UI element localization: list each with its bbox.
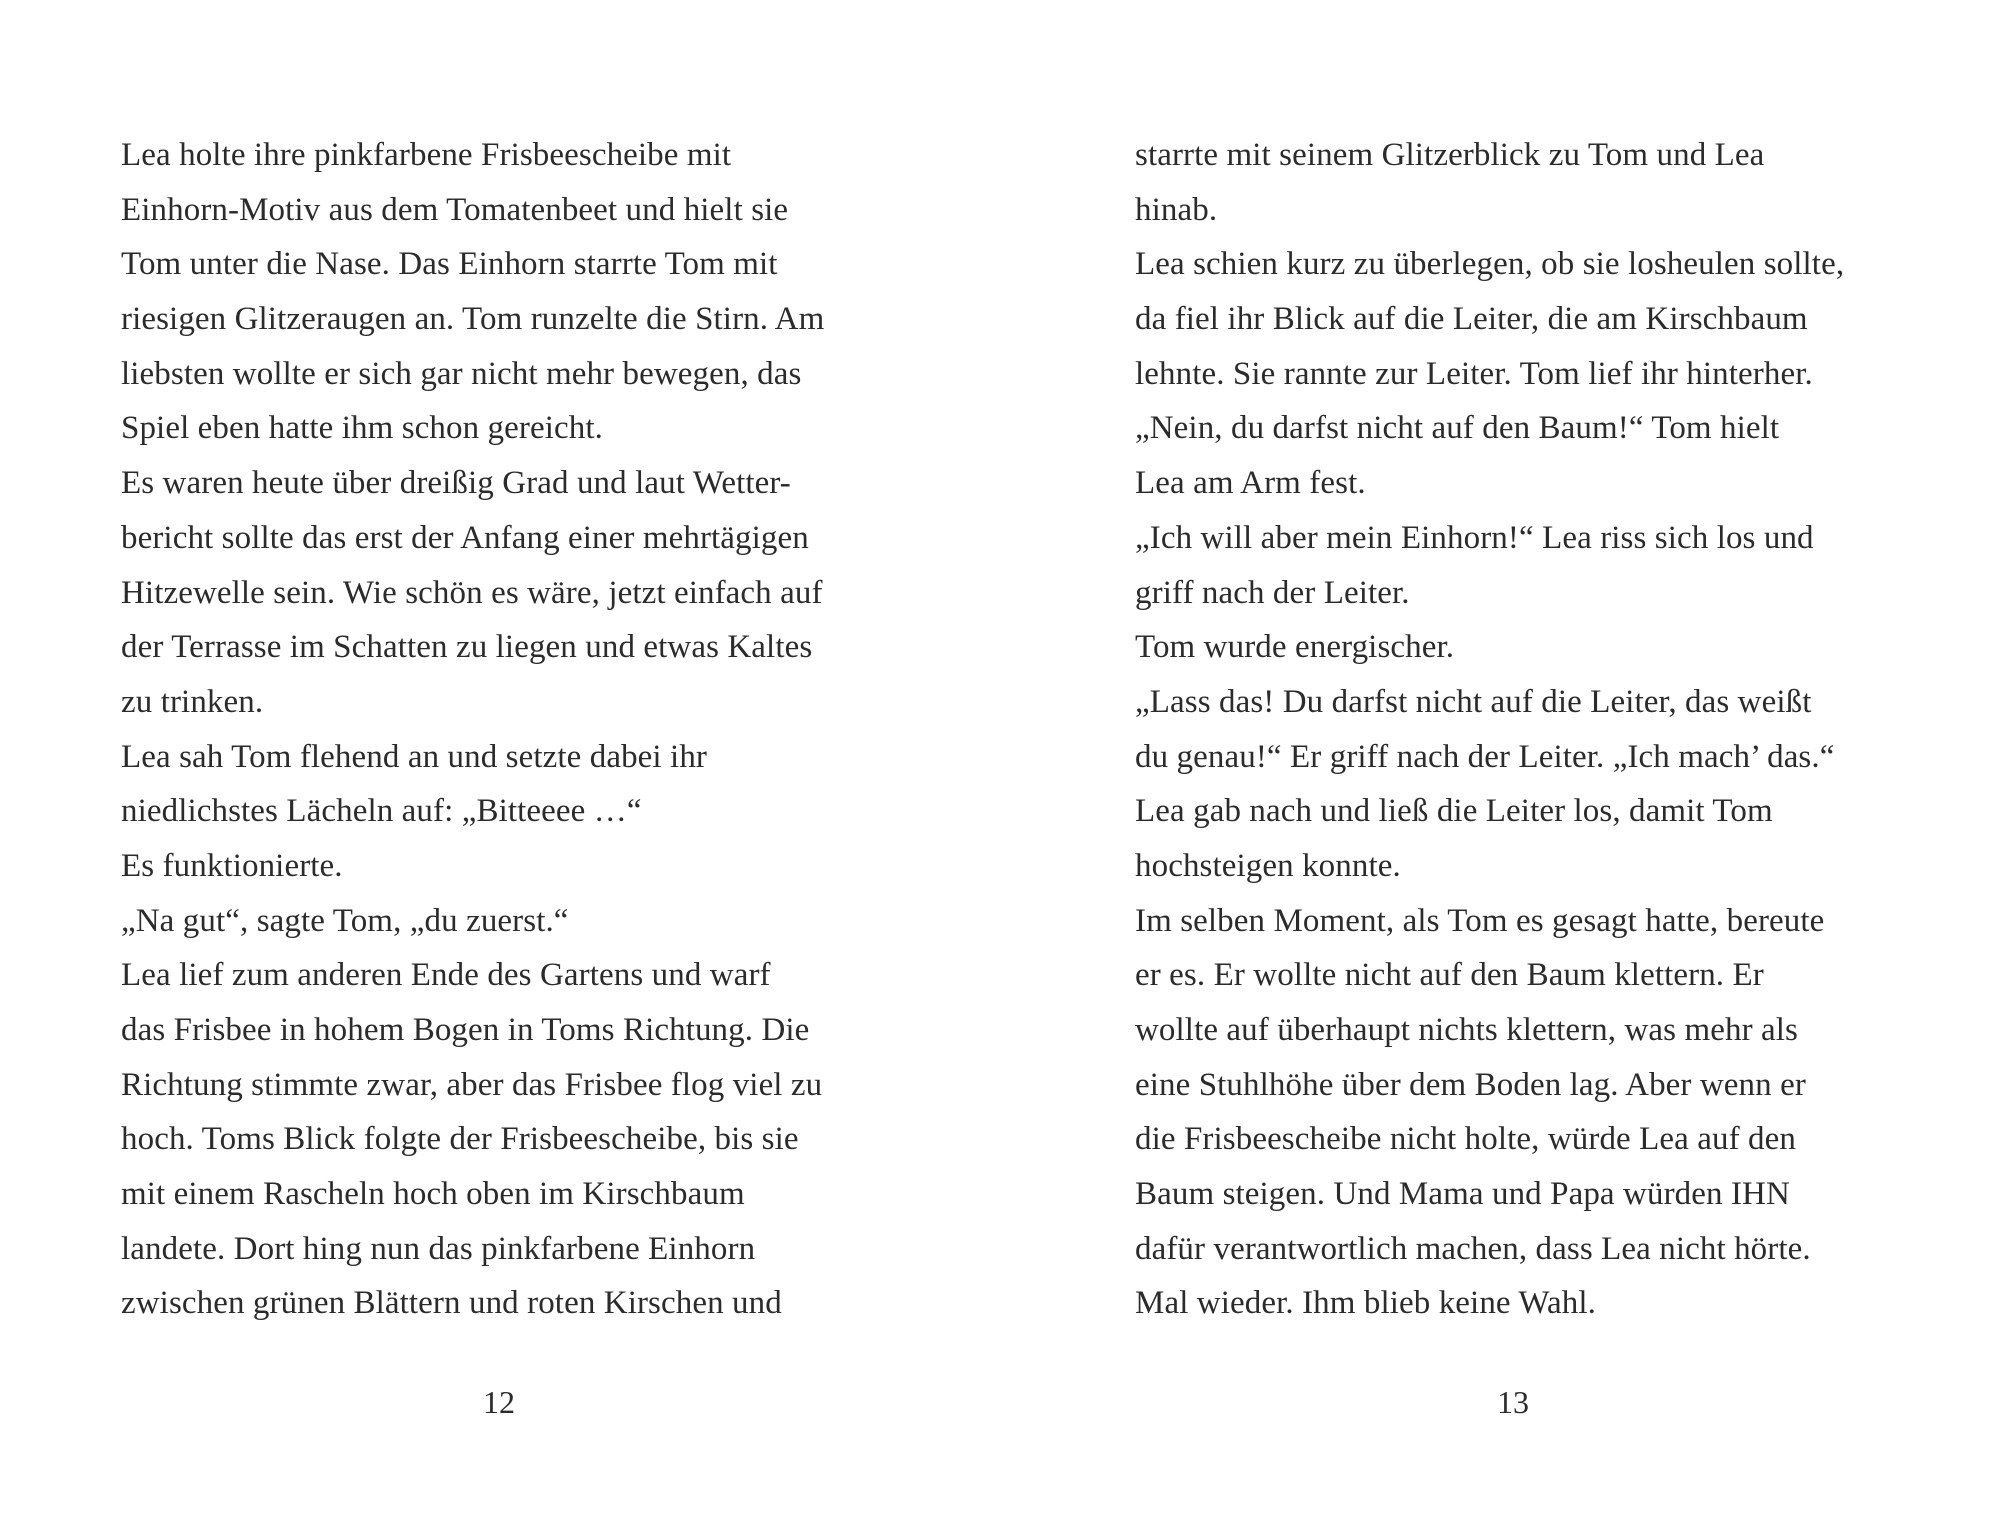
- text-line: landete. Dort hing nun das pinkfarbene Einhorn: [121, 1230, 756, 1267]
- text-line: riesigen Glitzeraugen an. Tom runzelte die Stirn. Am: [121, 301, 825, 338]
- text-line: hochsteigen konnte.: [1135, 847, 1401, 884]
- text-line: liebsten wollte er sich gar nicht mehr bewegen, das: [121, 355, 802, 392]
- text-line: der Terrasse im Schatten zu liegen und etwas Kaltes: [121, 629, 813, 666]
- text-line: Es waren heute über dreißig Grad und laut Wetter-: [121, 465, 791, 502]
- text-line: du genau!“ Er griff nach der Leiter. „Ich mach’ das.“: [1135, 738, 1835, 775]
- text-line: er es. Er wollte nicht auf den Baum klettern. Er: [1135, 957, 1764, 994]
- right-page-number: 13: [1497, 1384, 1529, 1420]
- text-line: niedlichstes Lächeln auf: „Bitteeee …“: [121, 793, 642, 830]
- text-line: Spiel eben hatte ihm schon gereicht.: [121, 410, 603, 447]
- text-line: wollte auf überhaupt nichts klettern, was mehr als: [1135, 1012, 1798, 1048]
- left-page-text: [121, 128, 901, 1331]
- text-line: Baum steigen. Und Mama und Papa würden IHN: [1135, 1176, 1790, 1213]
- text-line: Lea am Arm fest.: [1135, 465, 1366, 502]
- text-line: „Nein, du darfst nicht auf den Baum!“ Tom hielt: [1135, 410, 1780, 447]
- text-line: lehnte. Sie rannte zur Leiter. Tom lief ihr hinterher.: [1135, 355, 1813, 392]
- text-line: die Frisbeescheibe nicht holte, würde Lea auf den: [1135, 1121, 1796, 1158]
- text-line: Lea gab nach und ließ die Leiter los, damit Tom: [1135, 793, 1773, 830]
- right-page-text: [1135, 128, 1915, 1331]
- text-line: „Ich will aber mein Einhorn!“ Lea riss sich los und: [1135, 519, 1814, 556]
- text-line: dafür verantwortlich machen, dass Lea nicht hörte.: [1135, 1230, 1811, 1267]
- text-line: zwischen grünen Blättern und roten Kirschen und: [121, 1285, 782, 1322]
- text-line: Lea lief zum anderen Ende des Gartens und warf: [121, 957, 771, 994]
- text-line: Lea schien kurz zu überlegen, ob sie losheulen sollte,: [1135, 246, 1845, 283]
- text-line: „Na gut“, sagte Tom, „du zuerst.“: [121, 902, 569, 939]
- text-line: eine Stuhlhöhe über dem Boden lag. Aber wenn er: [1135, 1066, 1806, 1103]
- text-line: Lea sah Tom flehend an und setzte dabei ihr: [121, 738, 708, 775]
- text-line: Tom wurde energischer.: [1135, 629, 1455, 666]
- text-line: hoch. Toms Blick folgte der Frisbeescheibe, bis sie: [121, 1121, 799, 1158]
- left-page-number: 12: [483, 1384, 515, 1420]
- text-line: Hitzewelle sein. Wie schön es wäre, jetzt einfach auf: [121, 574, 823, 611]
- text-line: Mal wieder. Ihm blieb keine Wahl.: [1135, 1285, 1596, 1322]
- text-line: hinab.: [1135, 191, 1218, 228]
- text-line: starrte mit seinem Glitzerblick zu Tom und Lea: [1135, 137, 1765, 173]
- text-line: griff nach der Leiter.: [1135, 574, 1410, 611]
- text-line: Einhorn-Motiv aus dem Tomatenbeet und hielt sie: [121, 191, 789, 228]
- text-line: Lea holte ihre pinkfarbene Frisbeescheibe mit: [121, 137, 732, 173]
- text-line: Im selben Moment, als Tom es gesagt hatte, bereute: [1135, 902, 1825, 939]
- text-line: Tom unter die Nase. Das Einhorn starrte Tom mit: [121, 246, 778, 283]
- text-line: das Frisbee in hohem Bogen in Toms Richtung. Die: [121, 1012, 810, 1048]
- text-line: bericht sollte das erst der Anfang einer mehrtägigen: [121, 519, 809, 556]
- text-line: Es funktionierte.: [121, 847, 343, 884]
- text-line: da fiel ihr Blick auf die Leiter, die am Kirschbaum: [1135, 301, 1808, 338]
- text-line: zu trinken.: [121, 683, 264, 720]
- text-line: Richtung stimmte zwar, aber das Frisbee flog viel zu: [121, 1066, 823, 1103]
- text-line: „Lass das! Du darfst nicht auf die Leiter, das weißt: [1135, 683, 1812, 720]
- text-line: mit einem Rascheln hoch oben im Kirschbaum: [121, 1176, 745, 1213]
